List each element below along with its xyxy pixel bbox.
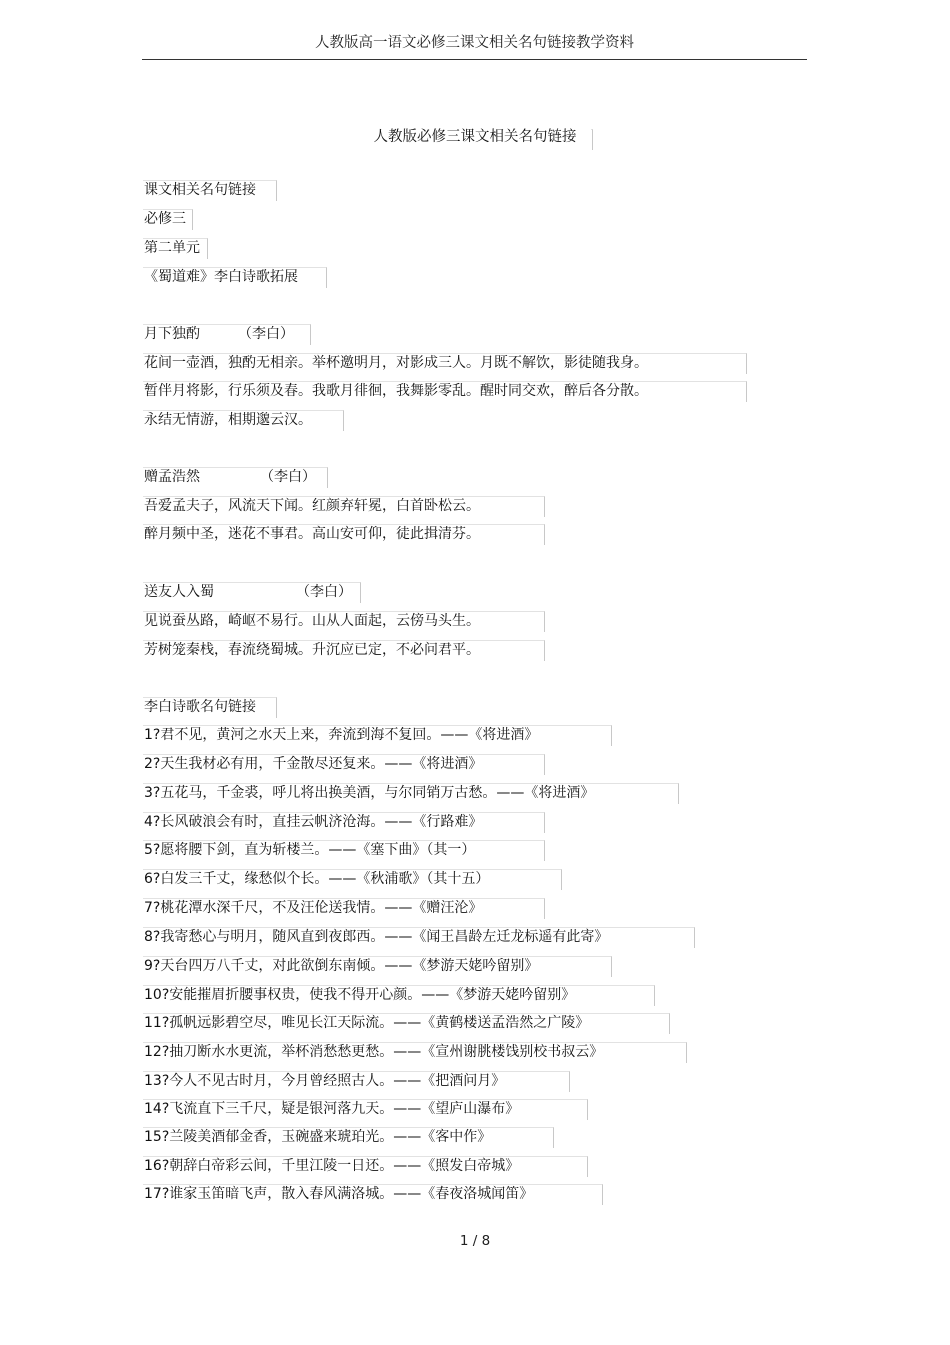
line-frame	[143, 1184, 603, 1205]
quote-line: 9?天台四万八千丈，对此欲倒东南倾。——《梦游天姥吟留别》	[144, 958, 539, 974]
line-frame	[143, 496, 545, 517]
running-header: 人教版高一语文必修三课文相关名句链接教学资料	[315, 35, 634, 51]
line-frame	[143, 956, 612, 977]
poem-line: 见说蚕丛路，崎岖不易行。山从人面起，云傍马头生。	[144, 613, 480, 629]
poem-title-text: 月下独酌	[144, 326, 200, 342]
line-frame	[143, 640, 545, 661]
topic-heading: 《蜀道难》李白诗歌拓展	[144, 269, 298, 285]
quote-line: 12?抽刀断水水更流，举杯消愁愁更愁。——《宣州谢朓楼饯别校书叔云》	[144, 1044, 604, 1060]
line-frame	[143, 467, 328, 488]
quote-line: 5?愿将腰下剑，直为斩楼兰。——《塞下曲》（其一）	[144, 842, 476, 858]
document-title: 人教版必修三课文相关名句链接	[373, 129, 577, 145]
line-frame	[143, 1071, 570, 1092]
volume-heading: 必修三	[144, 211, 186, 227]
poem-line: 花间一壶酒，独酌无相亲。举杯邀明月，对影成三人。月既不解饮，影徒随我身。	[144, 355, 648, 371]
poem-author: （李白）	[296, 584, 352, 600]
quote-line: 10?安能摧眉折腰事权贵，使我不得开心颜。——《梦游天姥吟留别》	[144, 987, 576, 1003]
quote-line: 13?今人不见古时月，今月曾经照古人。——《把酒问月》	[144, 1073, 506, 1089]
section-heading: 课文相关名句链接	[144, 182, 256, 198]
quote-line: 11?孤帆远影碧空尽，唯见长江天际流。——《黄鹤楼送孟浩然之广陵》	[144, 1015, 590, 1031]
title-frame	[591, 129, 593, 150]
poem-line: 吾爱孟夫子，风流天下闻。红颜弃轩冕，白首卧松云。	[144, 498, 480, 514]
line-frame	[143, 840, 545, 861]
line-frame	[143, 180, 277, 201]
quote-line: 4?长风破浪会有时，直挂云帆济沧海。——《行路难》	[144, 814, 483, 830]
quote-line: 16?朝辞白帝彩云间，千里江陵一日还。——《照发白帝城》	[144, 1158, 520, 1174]
quote-line: 8?我寄愁心与明月，随风直到夜郎西。——《闻王昌龄左迁龙标遥有此寄》	[144, 929, 609, 945]
line-frame	[143, 869, 562, 890]
poem-line: 暂伴月将影，行乐须及春。我歌月徘徊，我舞影零乱。醒时同交欢，醉后各分散。	[144, 383, 648, 399]
poem-line: 永结无情游，相期邈云汉。	[144, 412, 312, 428]
poem-title-text: 赠孟浩然	[144, 469, 200, 485]
poem-title-text: 送友人入蜀	[144, 584, 214, 600]
line-frame	[143, 754, 545, 775]
line-frame	[143, 1099, 588, 1120]
line-frame	[143, 985, 655, 1006]
poem-line: 醉月频中圣，迷花不事君。高山安可仰，徒此揖清芬。	[144, 526, 480, 542]
poem-author: （李白）	[238, 326, 294, 342]
quote-line: 6?白发三千丈，缘愁似个长。——《秋浦歌》（其十五）	[144, 871, 490, 887]
line-frame	[143, 812, 545, 833]
line-frame	[143, 1127, 554, 1148]
poem-author: （李白）	[260, 469, 316, 485]
line-frame	[143, 1013, 670, 1034]
line-frame	[143, 927, 695, 948]
line-frame	[143, 611, 545, 632]
quote-line: 15?兰陵美酒郁金香，玉碗盛来琥珀光。——《客中作》	[144, 1129, 492, 1145]
line-frame	[143, 1042, 687, 1063]
line-frame	[143, 410, 344, 431]
line-frame	[143, 238, 208, 259]
line-frame	[143, 324, 311, 345]
page-number: 1 / 8	[459, 1233, 491, 1249]
quote-line: 7?桃花潭水深千尺，不及汪伦送我情。——《赠汪沦》	[144, 900, 483, 916]
line-frame	[143, 209, 193, 230]
unit-heading: 第二单元	[144, 240, 200, 256]
line-frame	[143, 267, 327, 288]
quote-line: 17?谁家玉笛暗飞声，散入春风满洛城。——《春夜洛城闻笛》	[144, 1186, 534, 1202]
header-rule	[142, 59, 807, 60]
quote-line: 1?君不见，黄河之水天上来，奔流到海不复回。——《将进酒》	[144, 727, 539, 743]
quotes-heading: 李白诗歌名句链接	[144, 699, 256, 715]
line-frame	[143, 725, 612, 746]
line-frame	[143, 783, 679, 804]
quote-line: 3?五花马，千金裘，呼儿将出换美酒，与尔同销万古愁。——《将进酒》	[144, 785, 595, 801]
quote-line: 2?天生我材必有用，千金散尽还复来。——《将进酒》	[144, 756, 483, 772]
line-frame	[143, 697, 277, 718]
line-frame	[143, 381, 747, 402]
line-frame	[143, 1156, 588, 1177]
line-frame	[143, 898, 545, 919]
poem-line: 芳树笼秦栈，春流绕蜀城。升沉应已定，不必问君平。	[144, 642, 480, 658]
line-frame	[143, 524, 545, 545]
line-frame	[143, 582, 361, 603]
quote-line: 14?飞流直下三千尺，疑是银河落九天。——《望庐山瀑布》	[144, 1101, 520, 1117]
line-frame	[143, 353, 747, 374]
